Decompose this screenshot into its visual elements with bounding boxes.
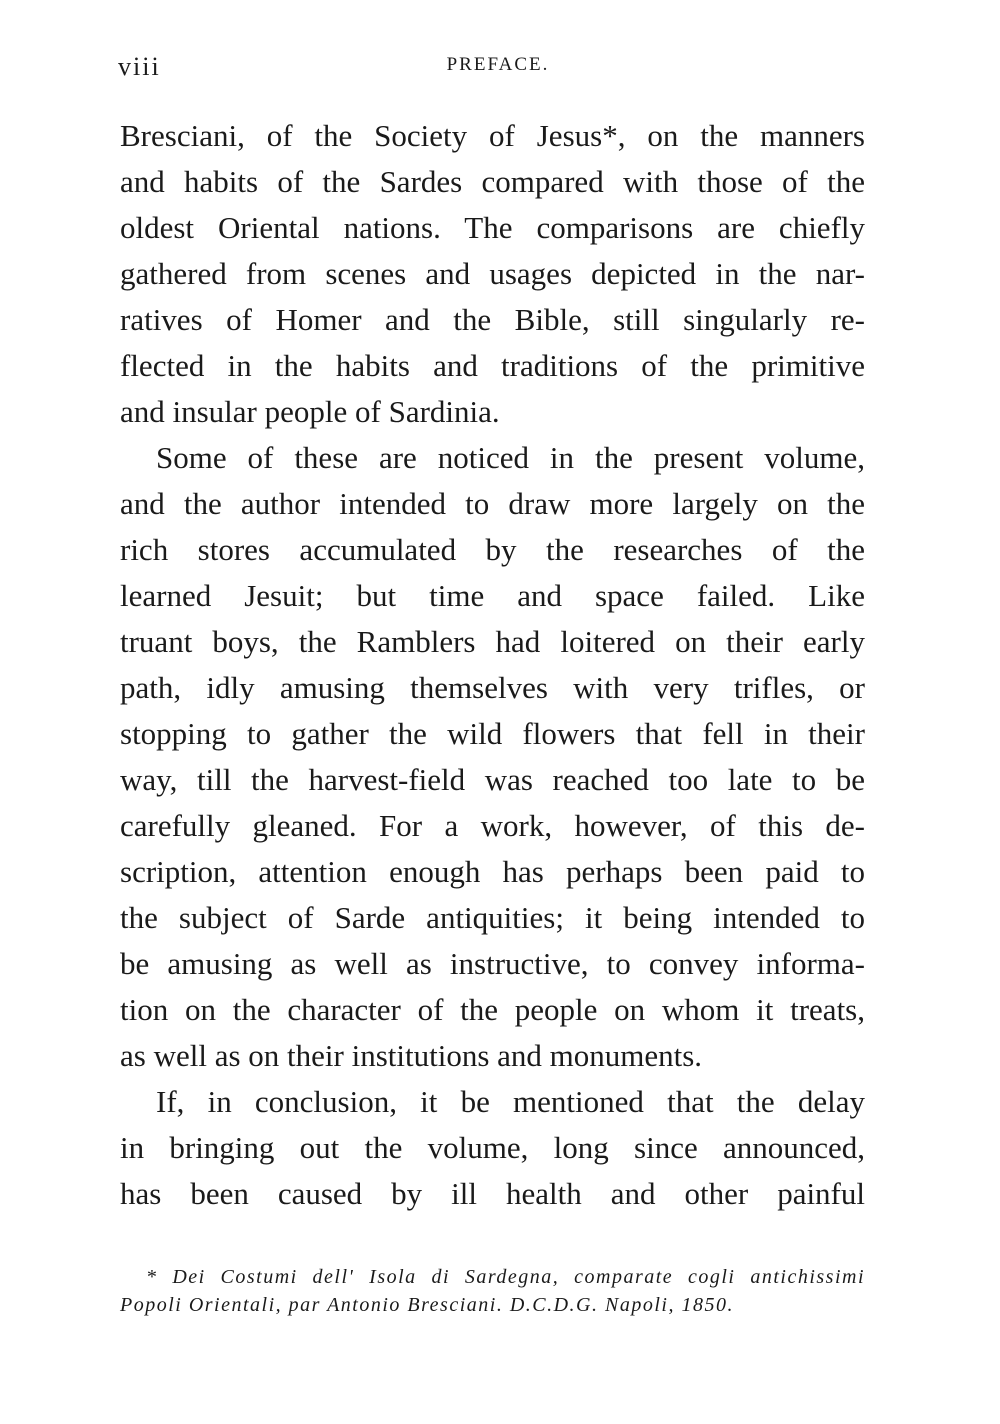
text-line: has been caused by ill health and other painful xyxy=(120,1176,865,1211)
text-line: Bresciani, of the Society of Jesus*, on the manners xyxy=(120,118,865,153)
page-header xyxy=(118,52,868,82)
text-line: as well as on their institutions and monuments. xyxy=(120,1038,703,1073)
footnote-line: Popoli Orientali, par Antonio Bresciani. D.C.D.G. Napoli, 1850. xyxy=(120,1294,734,1316)
paragraph-2 xyxy=(120,435,865,1079)
running-head-title: PREFACE. xyxy=(446,54,550,75)
text-line: gathered from scenes and usages depicted in the nar- xyxy=(120,256,865,291)
footnote xyxy=(120,1263,865,1319)
text-line: oldest Oriental nations. The comparisons are chiefly xyxy=(120,210,865,245)
text-line: scription, attention enough has perhaps been paid to xyxy=(120,854,865,889)
text-line: in bringing out the volume, long since announced, xyxy=(120,1130,865,1165)
text-line: and the author intended to draw more largely on the xyxy=(120,486,865,521)
body-text xyxy=(120,113,865,1217)
text-line: way, till the harvest-field was reached too late to be xyxy=(120,762,865,797)
text-line: learned Jesuit; but time and space failed. Like xyxy=(120,578,865,613)
text-line: tion on the character of the people on whom it treats, xyxy=(120,992,865,1027)
text-line: be amusing as well as instructive, to convey informa- xyxy=(120,946,865,981)
text-line: and habits of the Sardes compared with those of the xyxy=(120,164,865,199)
text-line: stopping to gather the wild flowers that fell in their xyxy=(120,716,865,751)
text-line: Some of these are noticed in the present volume, xyxy=(156,440,865,475)
text-line: and insular people of Sardinia. xyxy=(120,394,500,429)
text-line: flected in the habits and traditions of the primitive xyxy=(120,348,865,383)
page-number: viii xyxy=(118,52,161,81)
footnote-line: * Dei Costumi dell' Isola di Sardegna, comparate cogli antichissimi xyxy=(146,1266,865,1288)
text-line: ratives of Homer and the Bible, still singularly re- xyxy=(120,302,865,337)
paragraph-3 xyxy=(120,1079,865,1217)
text-line: path, idly amusing themselves with very trifles, or xyxy=(120,670,865,705)
text-line: the subject of Sarde antiquities; it being intended to xyxy=(120,900,865,935)
paragraph-1 xyxy=(120,113,865,435)
text-line: rich stores accumulated by the researches of the xyxy=(120,532,865,567)
text-line: carefully gleaned. For a work, however, of this de- xyxy=(120,808,865,843)
text-line: truant boys, the Ramblers had loitered on their early xyxy=(120,624,865,659)
text-line: If, in conclusion, it be mentioned that the delay xyxy=(156,1084,865,1119)
